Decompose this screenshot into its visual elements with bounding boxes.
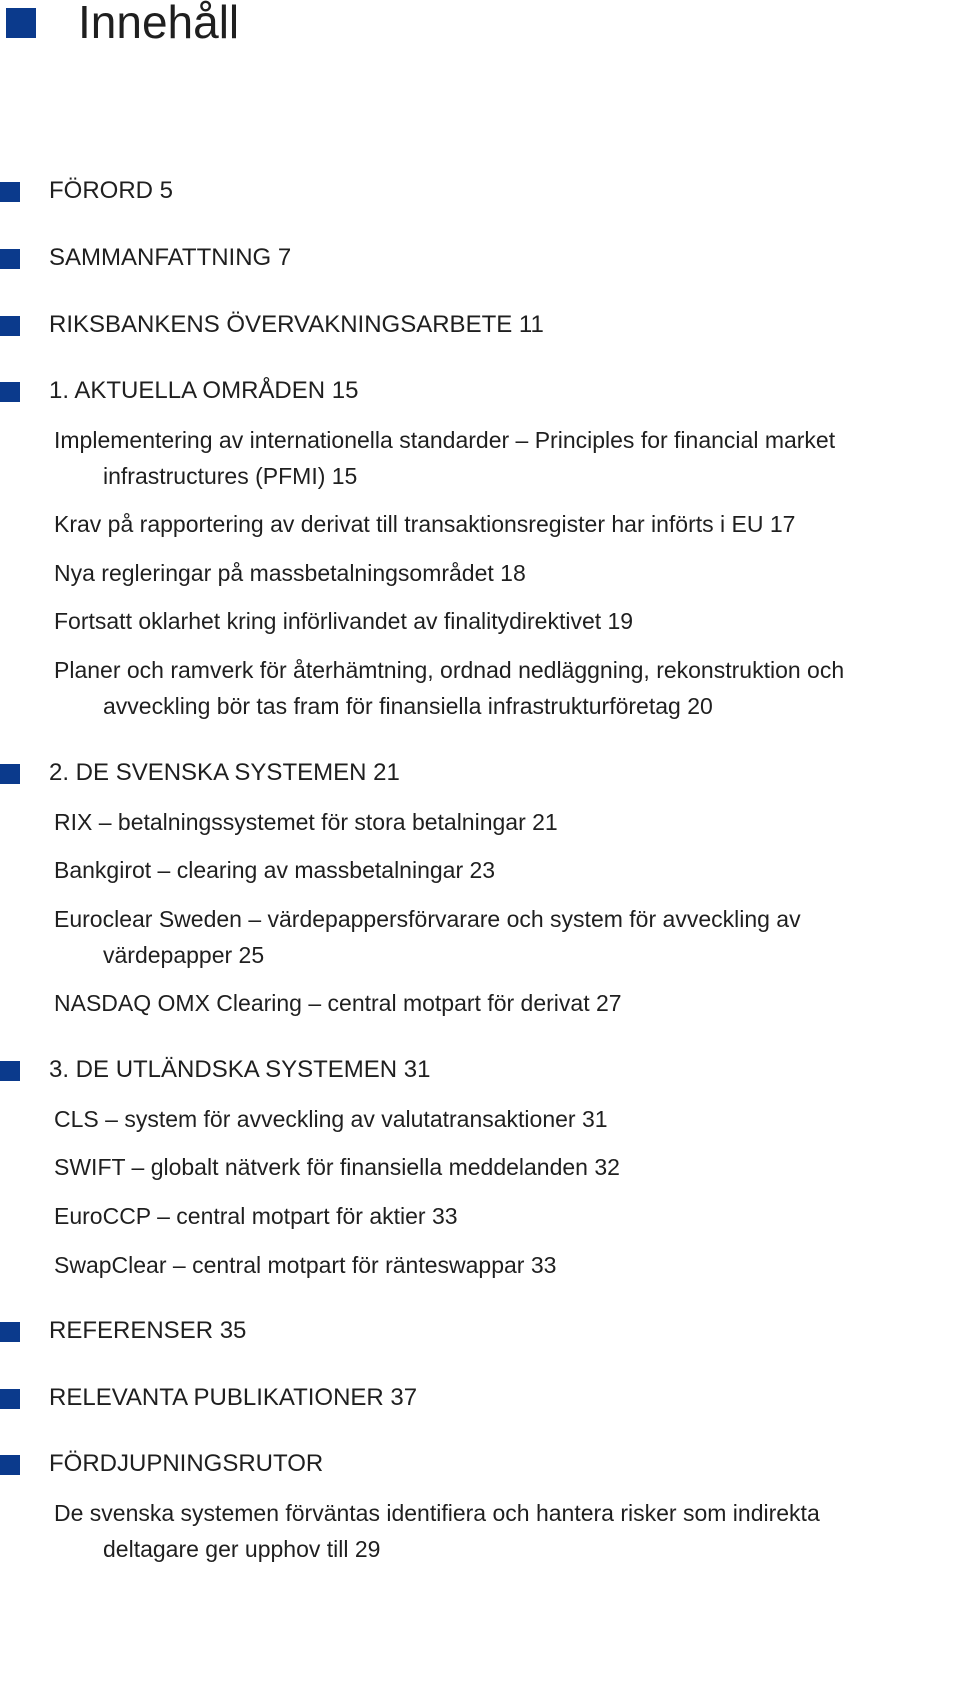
toc-section-boxes[interactable] bbox=[0, 1447, 960, 1481]
toc-entry-indirect-participants[interactable] bbox=[54, 1493, 960, 1569]
section-bullet-square bbox=[0, 1061, 20, 1081]
toc-entry-bankgirot[interactable] bbox=[54, 850, 960, 890]
toc-entry-line: avveckling bör tas fram för finansiella infrastrukturföretag 20 bbox=[103, 693, 713, 719]
section-bullet-square bbox=[0, 764, 20, 784]
section-bullet-square bbox=[0, 382, 20, 402]
section-bullet-square bbox=[0, 316, 20, 336]
section-label: 1. AKTUELLA OMRÅDEN 15 bbox=[49, 377, 359, 404]
toc-entry-line: Nya regleringar på massbetalningsområdet 18 bbox=[54, 560, 526, 586]
toc-entry-recovery-plans[interactable] bbox=[54, 650, 960, 726]
toc-section-2[interactable] bbox=[0, 756, 960, 790]
toc-entry-line: Bankgirot – clearing av massbetalningar 23 bbox=[54, 857, 496, 883]
section-bullet-square bbox=[0, 182, 20, 202]
toc-entry-line: värdepapper 25 bbox=[103, 942, 265, 968]
section-label: 2. DE SVENSKA SYSTEMEN 21 bbox=[49, 759, 400, 786]
toc-section-references[interactable] bbox=[0, 1314, 960, 1348]
toc-entry-cls[interactable] bbox=[54, 1099, 960, 1139]
toc-entry-rix[interactable] bbox=[54, 802, 960, 842]
toc-entry-line: NASDAQ OMX Clearing – central motpart för derivat 27 bbox=[54, 990, 622, 1016]
toc-entry-euroclear[interactable] bbox=[54, 899, 960, 975]
section-label: 3. DE UTLÄNDSKA SYSTEMEN 31 bbox=[49, 1056, 431, 1083]
section-label: RIKSBANKENS ÖVERVAKNINGSARBETE 11 bbox=[49, 311, 544, 338]
section-bullet-square bbox=[0, 1389, 20, 1409]
toc-section-3[interactable] bbox=[0, 1053, 960, 1087]
toc-entry-swift[interactable] bbox=[54, 1147, 960, 1187]
toc-entry-line: Krav på rapportering av derivat till transaktionsregister har införts i EU 17 bbox=[54, 511, 796, 537]
section-label: REFERENSER 35 bbox=[49, 1317, 247, 1344]
toc-entry-line: Fortsatt oklarhet kring införlivandet av finalitydirektivet 19 bbox=[54, 608, 634, 634]
toc-section-1[interactable] bbox=[0, 374, 960, 408]
section-label: FÖRORD 5 bbox=[49, 177, 174, 204]
section-label: RELEVANTA PUBLIKATIONER 37 bbox=[49, 1384, 418, 1411]
toc-entry-euroccp[interactable] bbox=[54, 1196, 960, 1236]
toc-section-publications[interactable] bbox=[0, 1381, 960, 1415]
section-bullet-square bbox=[0, 1322, 20, 1342]
toc-entry-derivative-reporting[interactable] bbox=[54, 504, 960, 544]
section-label: FÖRDJUPNINGSRUTOR bbox=[49, 1450, 324, 1477]
page-title-row bbox=[0, 0, 960, 52]
section-bullet-square bbox=[0, 249, 20, 269]
toc-entry-mass-payments-regulation[interactable] bbox=[54, 553, 960, 593]
toc-entry-finality-directive[interactable] bbox=[54, 601, 960, 641]
toc-entry-line: SWIFT – globalt nätverk för finansiella meddelanden 32 bbox=[54, 1154, 620, 1180]
section-label: SAMMANFATTNING 7 bbox=[49, 244, 292, 271]
toc-entry-line: Planer och ramverk för återhämtning, ordnad nedläggning, rekonstruktion och bbox=[54, 657, 845, 683]
toc-entry-line: RIX – betalningssystemet för stora betalningar 21 bbox=[54, 809, 558, 835]
section-bullet-square bbox=[0, 1455, 20, 1475]
toc-entry-line: EuroCCP – central motpart för aktier 33 bbox=[54, 1203, 458, 1229]
page-title: Innehåll bbox=[78, 0, 240, 48]
toc-entry-line: deltagare ger upphov till 29 bbox=[103, 1536, 381, 1562]
toc-entry-pfmi[interactable] bbox=[54, 420, 960, 496]
toc-entry-nasdaq-omx[interactable] bbox=[54, 983, 960, 1023]
toc-entry-line: Euroclear Sweden – värdepappersförvarare och system för avveckling av bbox=[54, 906, 801, 932]
toc-section-summary[interactable] bbox=[0, 241, 960, 275]
toc-entry-swapclear[interactable] bbox=[54, 1245, 960, 1285]
toc-entry-line: Implementering av internationella standarder – Principles for financial market bbox=[54, 427, 836, 453]
toc-entry-line: CLS – system för avveckling av valutatransaktioner 31 bbox=[54, 1106, 608, 1132]
toc-entry-line: infrastructures (PFMI) 15 bbox=[103, 463, 358, 489]
toc-entry-line: SwapClear – central motpart för ränteswappar 33 bbox=[54, 1252, 557, 1278]
toc-entry-line: De svenska systemen förväntas identifiera och hantera risker som indirekta bbox=[54, 1500, 820, 1526]
toc-section-foreword[interactable] bbox=[0, 174, 960, 208]
title-bullet-square bbox=[6, 8, 36, 38]
toc-section-oversight-work[interactable] bbox=[0, 308, 960, 342]
